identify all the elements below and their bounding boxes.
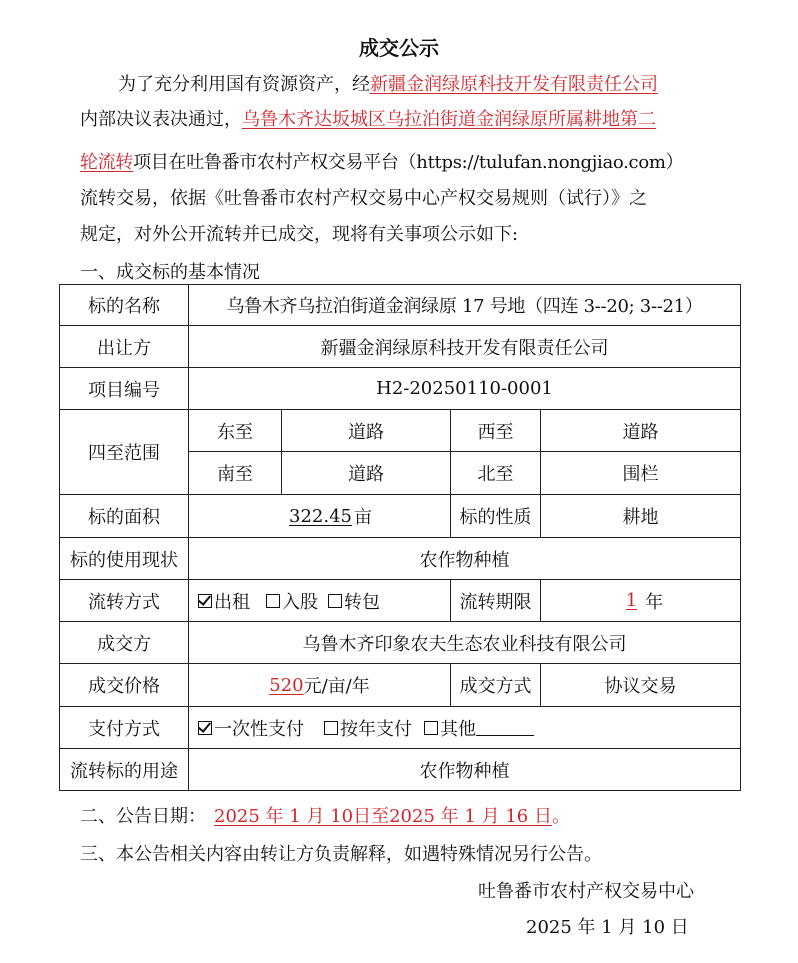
nature-label: 标的性质 (459, 507, 532, 528)
start-day: 10 (330, 806, 354, 827)
area-value: 322.45 (289, 505, 352, 527)
other-blank (476, 719, 534, 736)
project-code-label: 项目编号 (88, 379, 160, 401)
payment-label: 支付方式 (88, 718, 160, 740)
paragraph-line-4: 流转交易，依据《吐鲁番市农村产权交易中心产权交易规则（试行）》之 (80, 188, 647, 209)
annual-label: 按年支付 (340, 718, 412, 740)
term-cell (541, 580, 740, 621)
date-period: 。 (551, 806, 570, 827)
annual-checkbox[interactable] (324, 721, 338, 735)
start-date (206, 806, 552, 827)
resolution-text: 内部决议表决通过， (80, 109, 242, 130)
deal-mode-value: 协议交易 (604, 676, 677, 697)
purpose-value: 农作物种植 (419, 760, 510, 782)
lump-sum-label: 一次性支付 (214, 718, 304, 740)
project-name-part2: 轮流转 (80, 152, 134, 173)
area-unit: 亩 (353, 507, 372, 528)
south-value: 道路 (348, 464, 384, 485)
target-name-label: 标的名称 (88, 296, 160, 317)
start-year-unit: 年 (265, 806, 284, 827)
document-title: 成交公示 (359, 36, 439, 60)
price-unit: 元/亩/年 (303, 676, 370, 697)
start-month-unit: 月 (306, 806, 325, 827)
paragraph-line-2 (80, 105, 656, 131)
north-value: 围栏 (622, 464, 659, 485)
other-label: 其他 (440, 718, 476, 740)
transferor-name: 新疆金润绿原科技开发有限责任公司 (370, 74, 658, 95)
date-to: 日至 (353, 806, 390, 827)
purpose-label: 流转标的用途 (70, 760, 178, 782)
price-label: 成交价格 (88, 676, 160, 697)
other-checkbox[interactable] (424, 721, 438, 735)
project-code-value: H2-20250110-0001 (376, 378, 553, 399)
date-heading: 二、公告日期： (80, 806, 206, 827)
term-value: 1 (625, 590, 638, 611)
deal-mode-label: 成交方式 (459, 676, 532, 697)
nature-value: 耕地 (622, 507, 659, 528)
end-day-unit: 日 (533, 806, 552, 827)
section-3-note: 三、本公告相关内容由转让方负责解释，如遇特殊情况另行公告。 (80, 844, 602, 865)
usage-status-value: 农作物种植 (419, 549, 510, 571)
term-label: 流转期限 (459, 591, 532, 613)
signer: 吐鲁番市农村产权交易中心 (478, 881, 694, 902)
paragraph-line-5: 规定，对外公开流转并已成交，现将有关事项公示如下: (80, 224, 519, 245)
lease-checkbox[interactable] (198, 594, 212, 608)
project-name-part1: 乌鲁木齐达坂城区乌拉泊街道金润绿原所属耕地第二 (242, 109, 656, 130)
lease-option-label: 出租 (214, 591, 250, 613)
sign-date: 2025 年 1 月 10 日 (526, 917, 689, 938)
bounds-label: 四至范围 (88, 443, 160, 464)
end-month: 1 (464, 806, 476, 827)
east-label: 东至 (217, 421, 253, 443)
share-checkbox[interactable] (266, 594, 280, 608)
payment-options (189, 707, 740, 748)
price-value: 520 (269, 674, 304, 696)
west-label: 西至 (477, 421, 514, 443)
end-month-unit: 月 (481, 806, 500, 827)
term-unit: 年 (645, 591, 664, 613)
east-value: 道路 (348, 421, 384, 443)
west-value: 道路 (622, 421, 659, 443)
announcement-date-line (80, 802, 570, 828)
end-year: 2025 (389, 806, 435, 827)
usage-status-label: 标的使用现状 (70, 549, 178, 571)
platform-text: 项目在吐鲁番市农村产权交易平台（https://tulufan.nongjiao.com） (133, 152, 684, 173)
transfer-mode-options (189, 580, 450, 621)
transfer-mode-label: 流转方式 (88, 591, 160, 613)
end-year-unit: 年 (440, 806, 459, 827)
share-option-label: 入股 (282, 591, 318, 613)
paragraph-line-3 (80, 148, 683, 174)
price-cell (189, 664, 450, 706)
buyer-value: 乌鲁木齐印象农夫生态农业科技有限公司 (302, 633, 627, 655)
north-label: 北至 (477, 464, 514, 485)
buyer-label: 成交方 (97, 633, 151, 655)
subcontract-option-label: 转包 (344, 591, 380, 613)
area-cell (189, 495, 450, 537)
start-month: 1 (289, 806, 301, 827)
intro-text: 为了充分利用国有资源资产，经 (118, 74, 370, 95)
end-day: 16 (505, 806, 529, 827)
transferor-value: 新疆金润绿原科技开发有限责任公司 (320, 337, 609, 359)
south-label: 南至 (217, 464, 253, 485)
section-1-heading: 一、成交标的基本情况 (80, 262, 260, 283)
lump-sum-checkbox[interactable] (198, 721, 212, 735)
target-name-value: 乌鲁木齐乌拉泊街道金润绿原 17 号地（四连 3--20; 3--21） (226, 296, 703, 317)
start-year: 2025 (214, 806, 260, 827)
transferor-label: 出让方 (97, 337, 151, 359)
subcontract-checkbox[interactable] (328, 594, 342, 608)
paragraph-line-1 (118, 70, 658, 96)
area-label: 标的面积 (88, 507, 160, 528)
